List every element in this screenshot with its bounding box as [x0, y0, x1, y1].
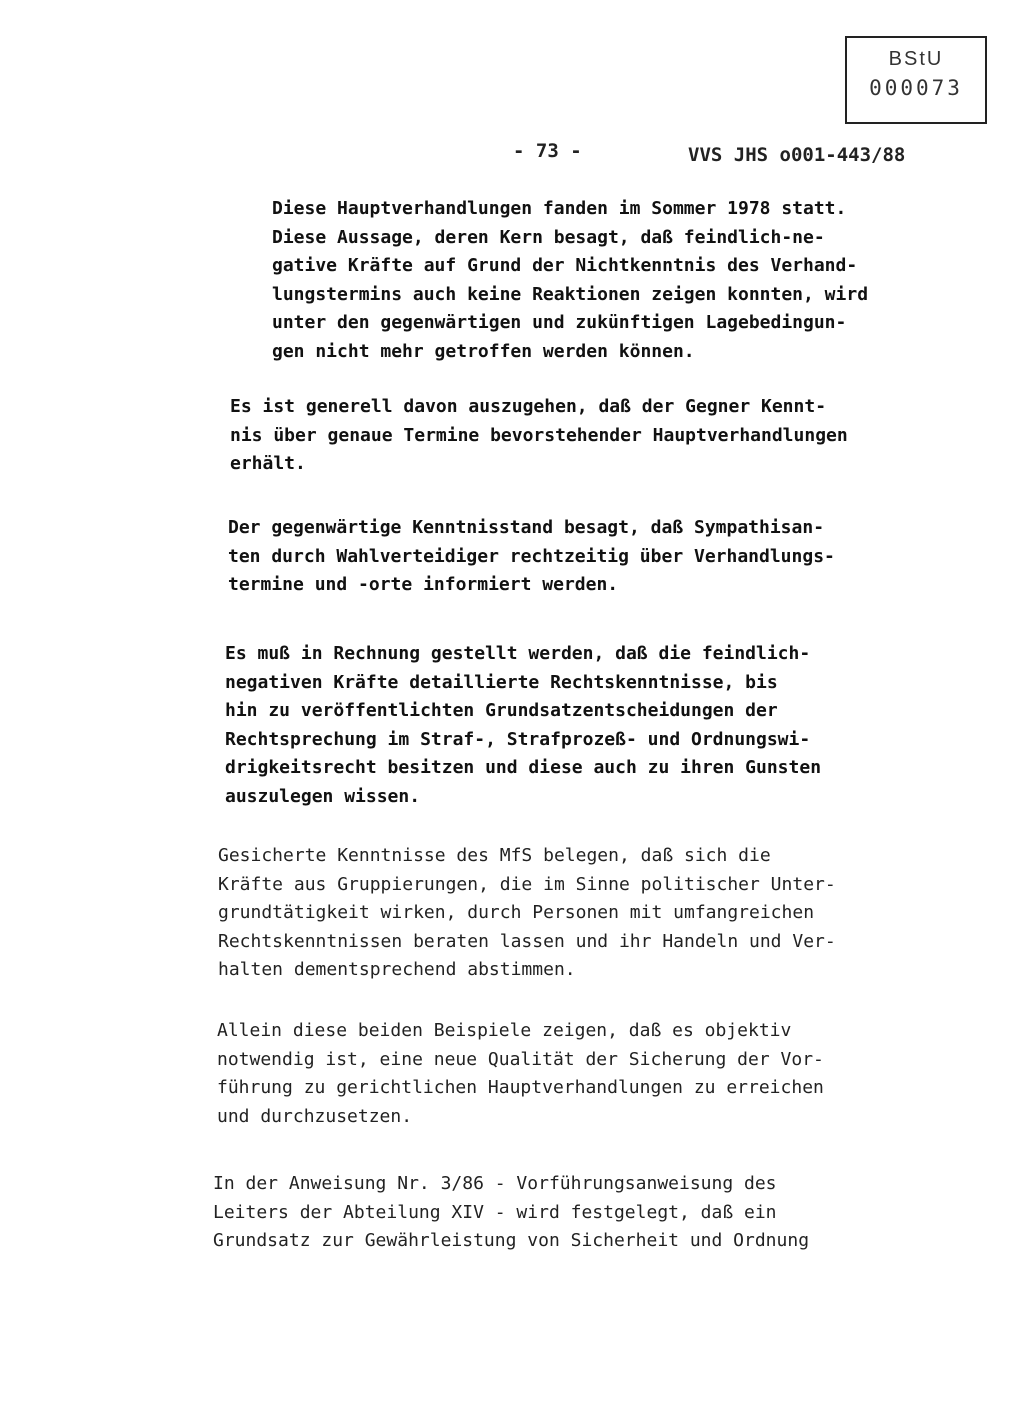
- paragraph-6: [217, 1017, 824, 1131]
- text-line: gen nicht mehr getroffen werden können.: [272, 340, 695, 362]
- text-line: lungstermins auch keine Reaktionen zeigen konnten, wird: [272, 283, 869, 305]
- text-line: ten durch Wahlverteidiger rechtzeitig über Verhandlungs-: [228, 545, 835, 567]
- text-line: Leiters der Abteilung XIV - wird festgelegt, daß ein: [213, 1201, 777, 1223]
- page-number: - 73 -: [513, 140, 582, 162]
- text-line: halten dementsprechend abstimmen.: [218, 959, 576, 980]
- stamp-org: BStU: [888, 48, 944, 70]
- text-line: Diese Aussage, deren Kern besagt, daß feindlich-ne-: [272, 226, 825, 248]
- text-line: Grundsatz zur Gewährleistung von Sicherheit und Ordnung: [213, 1230, 810, 1251]
- text-line: termine und -orte informiert werden.: [228, 574, 619, 595]
- text-line: Diese Hauptverhandlungen fanden im Sommer 1978 statt.: [272, 198, 847, 219]
- text-line: Gesicherte Kenntnisse des MfS belegen, daß sich die: [218, 845, 771, 866]
- page-header: [0, 140, 1024, 170]
- text-line: notwendig ist, eine neue Qualität der Sicherung der Vor-: [217, 1048, 824, 1070]
- text-line: negativen Kräfte detaillierte Rechtskenntnisse, bis: [225, 671, 778, 693]
- text-line: erhält.: [230, 453, 306, 474]
- paragraph-7: [213, 1170, 809, 1256]
- text-line: und durchzusetzen.: [217, 1105, 413, 1127]
- text-line: hin zu veröffentlichten Grundsatzentscheidungen der: [225, 700, 778, 721]
- text-line: nis über genaue Termine bevorstehender Hauptverhandlungen: [230, 424, 848, 446]
- text-line: auszulegen wissen.: [225, 785, 421, 807]
- text-line: gative Kräfte auf Grund der Nichtkenntnis des Verhand-: [272, 255, 858, 276]
- text-line: unter den gegenwärtigen und zukünftigen Lagebedingun-: [272, 312, 847, 333]
- paragraph-5: [218, 842, 836, 985]
- text-line: Allein diese beiden Beispiele zeigen, daß es objektiv: [217, 1020, 792, 1041]
- text-line: Kräfte aus Gruppierungen, die im Sinne politischer Unter-: [218, 873, 836, 895]
- text-line: grundtätigkeit wirken, durch Personen mit umfangreichen: [218, 902, 815, 923]
- paragraph-1: [272, 195, 868, 366]
- text-line: Es ist generell davon auszugehen, daß der Gegner Kennt-: [230, 396, 827, 417]
- text-line: Rechtsprechung im Straf-, Strafprozeß- und Ordnungswi-: [225, 728, 811, 750]
- archive-stamp: [845, 36, 987, 124]
- text-line: Rechtskenntnissen beraten lassen und ihr Handeln und Ver-: [218, 930, 836, 952]
- document-reference: VVS JHS o001-443/88: [688, 144, 906, 166]
- text-line: In der Anweisung Nr. 3/86 - Vorführungsanweisung des: [213, 1173, 777, 1194]
- text-line: drigkeitsrecht besitzen und diese auch zu ihren Gunsten: [225, 757, 822, 778]
- text-line: Der gegenwärtige Kenntnisstand besagt, daß Sympathisan-: [228, 517, 825, 538]
- paragraph-3: [228, 514, 835, 600]
- stamp-number: 000073: [869, 76, 963, 100]
- paragraph-2: [230, 393, 848, 479]
- text-line: Es muß in Rechnung gestellt werden, daß die feindlich-: [225, 643, 811, 664]
- paragraph-4: [225, 640, 821, 811]
- text-line: führung zu gerichtlichen Hauptverhandlungen zu erreichen: [217, 1077, 824, 1098]
